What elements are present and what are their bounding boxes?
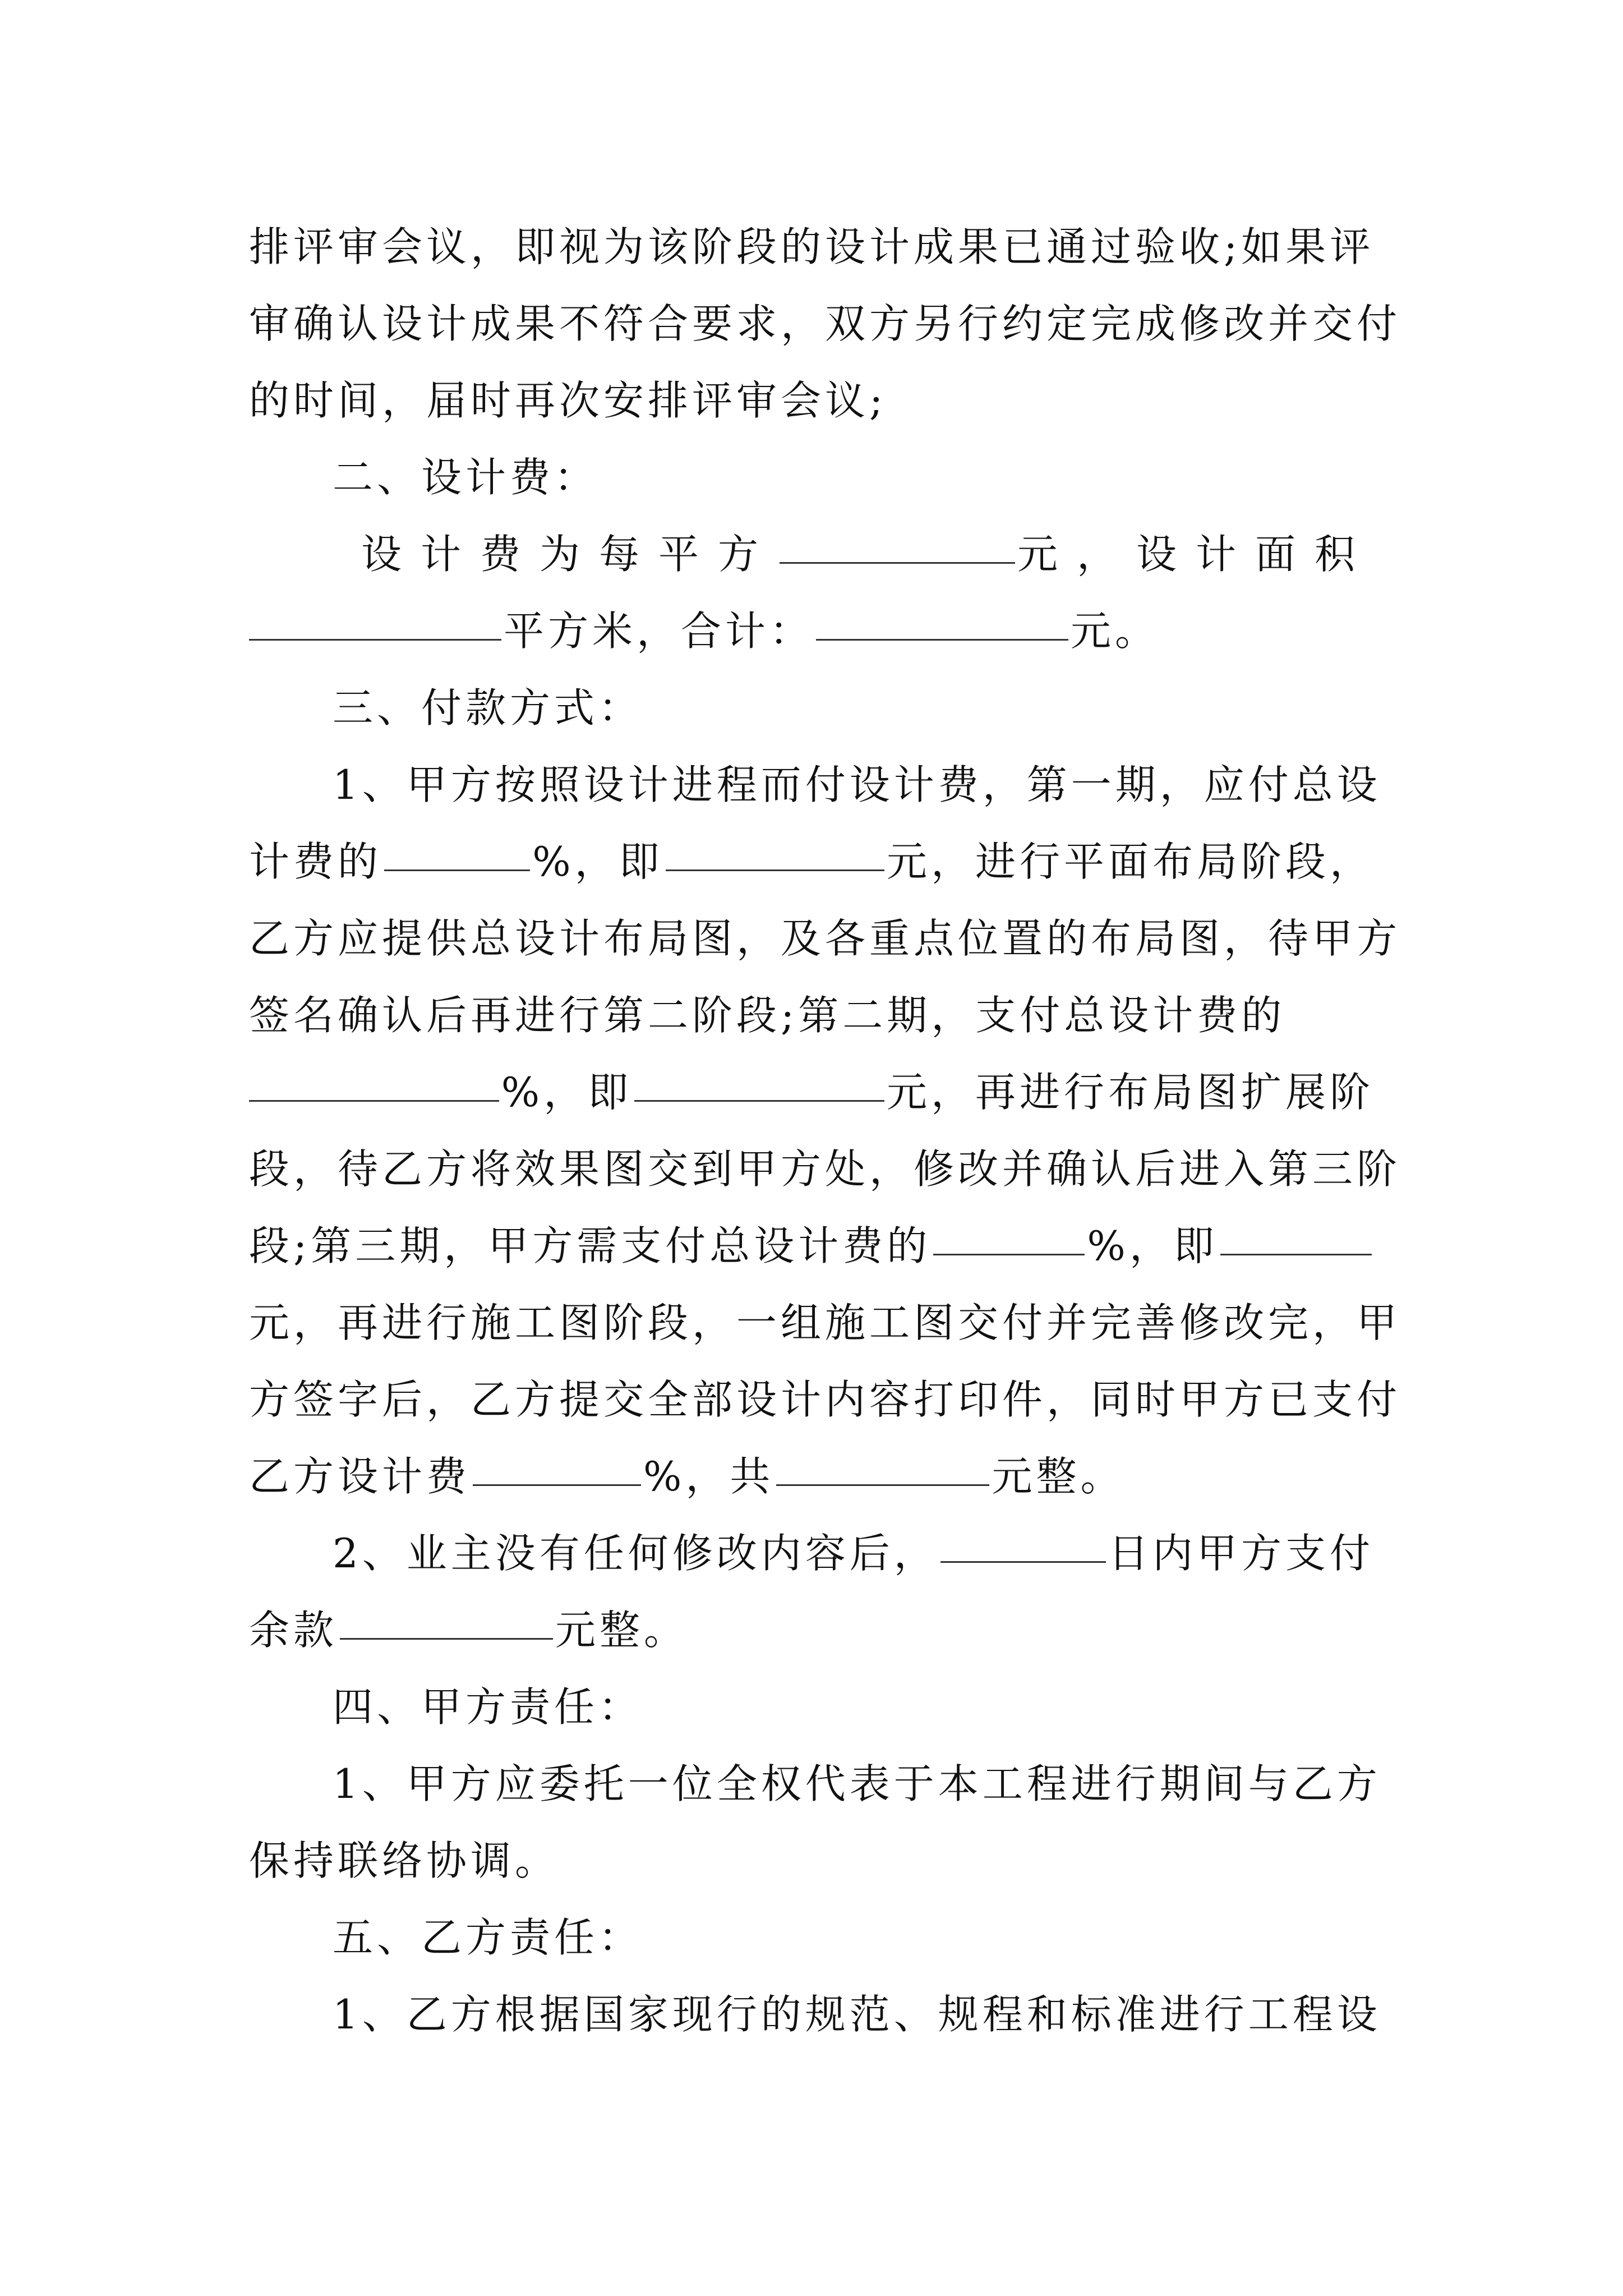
text-line: 元，再进行施工图阶段，一组施工图交付并完善修改完，甲 [249, 1299, 1401, 1346]
section-heading-design-fee: 二、设计费： [333, 454, 599, 501]
days-blank[interactable] [940, 1515, 1106, 1563]
inline-text: 元，再进行布局图扩展阶 [886, 1069, 1374, 1116]
amount-blank-2[interactable] [634, 1054, 884, 1102]
fee-label: 元。 [1071, 608, 1160, 655]
inline-text: %，即 [1087, 1222, 1218, 1269]
text-line [249, 1438, 1374, 1515]
text-line: 的时间，届时再次安排评审会议; [249, 377, 887, 424]
percent-blank-4[interactable] [473, 1438, 641, 1486]
section-heading-party-a: 四、甲方责任： [333, 1683, 643, 1731]
section-heading-payment: 三、付款方式： [333, 684, 643, 731]
total-blank[interactable] [816, 593, 1068, 641]
text-line: 乙方应提供总设计布局图，及各重点位置的布局图，待甲方 [249, 915, 1401, 962]
inline-text: 计费的 [249, 838, 382, 885]
inline-text: 元整。 [555, 1607, 689, 1654]
inline-text: 乙方设计费 [249, 1453, 471, 1500]
inline-text: 余款 [249, 1607, 338, 1654]
text-line: 方签字后，乙方提交全部设计内容打印件，同时甲方已支付 [249, 1376, 1401, 1423]
fee-label: 元，设计面积 [1017, 531, 1374, 578]
inline-text: 元整。 [992, 1453, 1125, 1500]
text-line: 1、甲方应委托一位全权代表于本工程进行期间与乙方 [333, 1760, 1381, 1807]
design-fee-line [249, 516, 1374, 593]
text-line: 签名确认后再进行第二阶段;第二期，支付总设计费的 [249, 992, 1286, 1039]
text-line [249, 1054, 1374, 1131]
text-line: 1、甲方按照设计进程而付设计费，第一期，应付总设 [333, 761, 1381, 808]
text-line [249, 1592, 1374, 1669]
section-heading-party-b: 五、乙方责任： [333, 1914, 643, 1961]
text-line: 保持联络协调。 [249, 1837, 560, 1884]
text-line: 段，待乙方将效果图交到甲方处，修改并确认后进入第三阶 [249, 1145, 1401, 1193]
fee-label: 平方米，合计： [504, 608, 814, 655]
document-page [249, 209, 1401, 2053]
inline-text: %，即 [501, 1069, 633, 1116]
inline-text: 元，进行平面布局阶段， [886, 838, 1374, 885]
percent-blank-1[interactable] [384, 823, 530, 871]
amount-blank-3[interactable] [1220, 1208, 1372, 1255]
amount-blank-1[interactable] [666, 823, 884, 871]
design-fee-line-2 [249, 593, 1374, 670]
percent-blank-3[interactable] [933, 1208, 1085, 1255]
percent-blank-2[interactable] [249, 1054, 499, 1102]
inline-text: %，共 [643, 1453, 774, 1500]
inline-text: 2、业主没有任何修改内容后， [333, 1530, 938, 1577]
text-line: 排评审会议，即视为该阶段的设计成果已通过验收;如果评 [249, 223, 1375, 270]
text-line: 1、乙方根据国家现行的规范、规程和标准进行工程设 [333, 1991, 1381, 2038]
amount-blank-4[interactable] [776, 1438, 989, 1486]
balance-blank[interactable] [340, 1592, 553, 1640]
text-line: 审确认设计成果不符合要求，双方另行约定完成修改并交付 [249, 300, 1401, 347]
inline-text: 日内甲方支付 [1108, 1530, 1374, 1577]
inline-text: 段;第三期，甲方需支付总设计费的 [249, 1222, 932, 1269]
text-line [249, 823, 1374, 900]
fee-label: 设计费为每平方 [361, 531, 778, 578]
inline-text: %，即 [532, 838, 663, 885]
area-blank[interactable] [249, 593, 501, 641]
text-line [249, 1208, 1374, 1285]
text-line [249, 1515, 1374, 1592]
fee-per-sqm-blank[interactable] [780, 516, 1015, 564]
